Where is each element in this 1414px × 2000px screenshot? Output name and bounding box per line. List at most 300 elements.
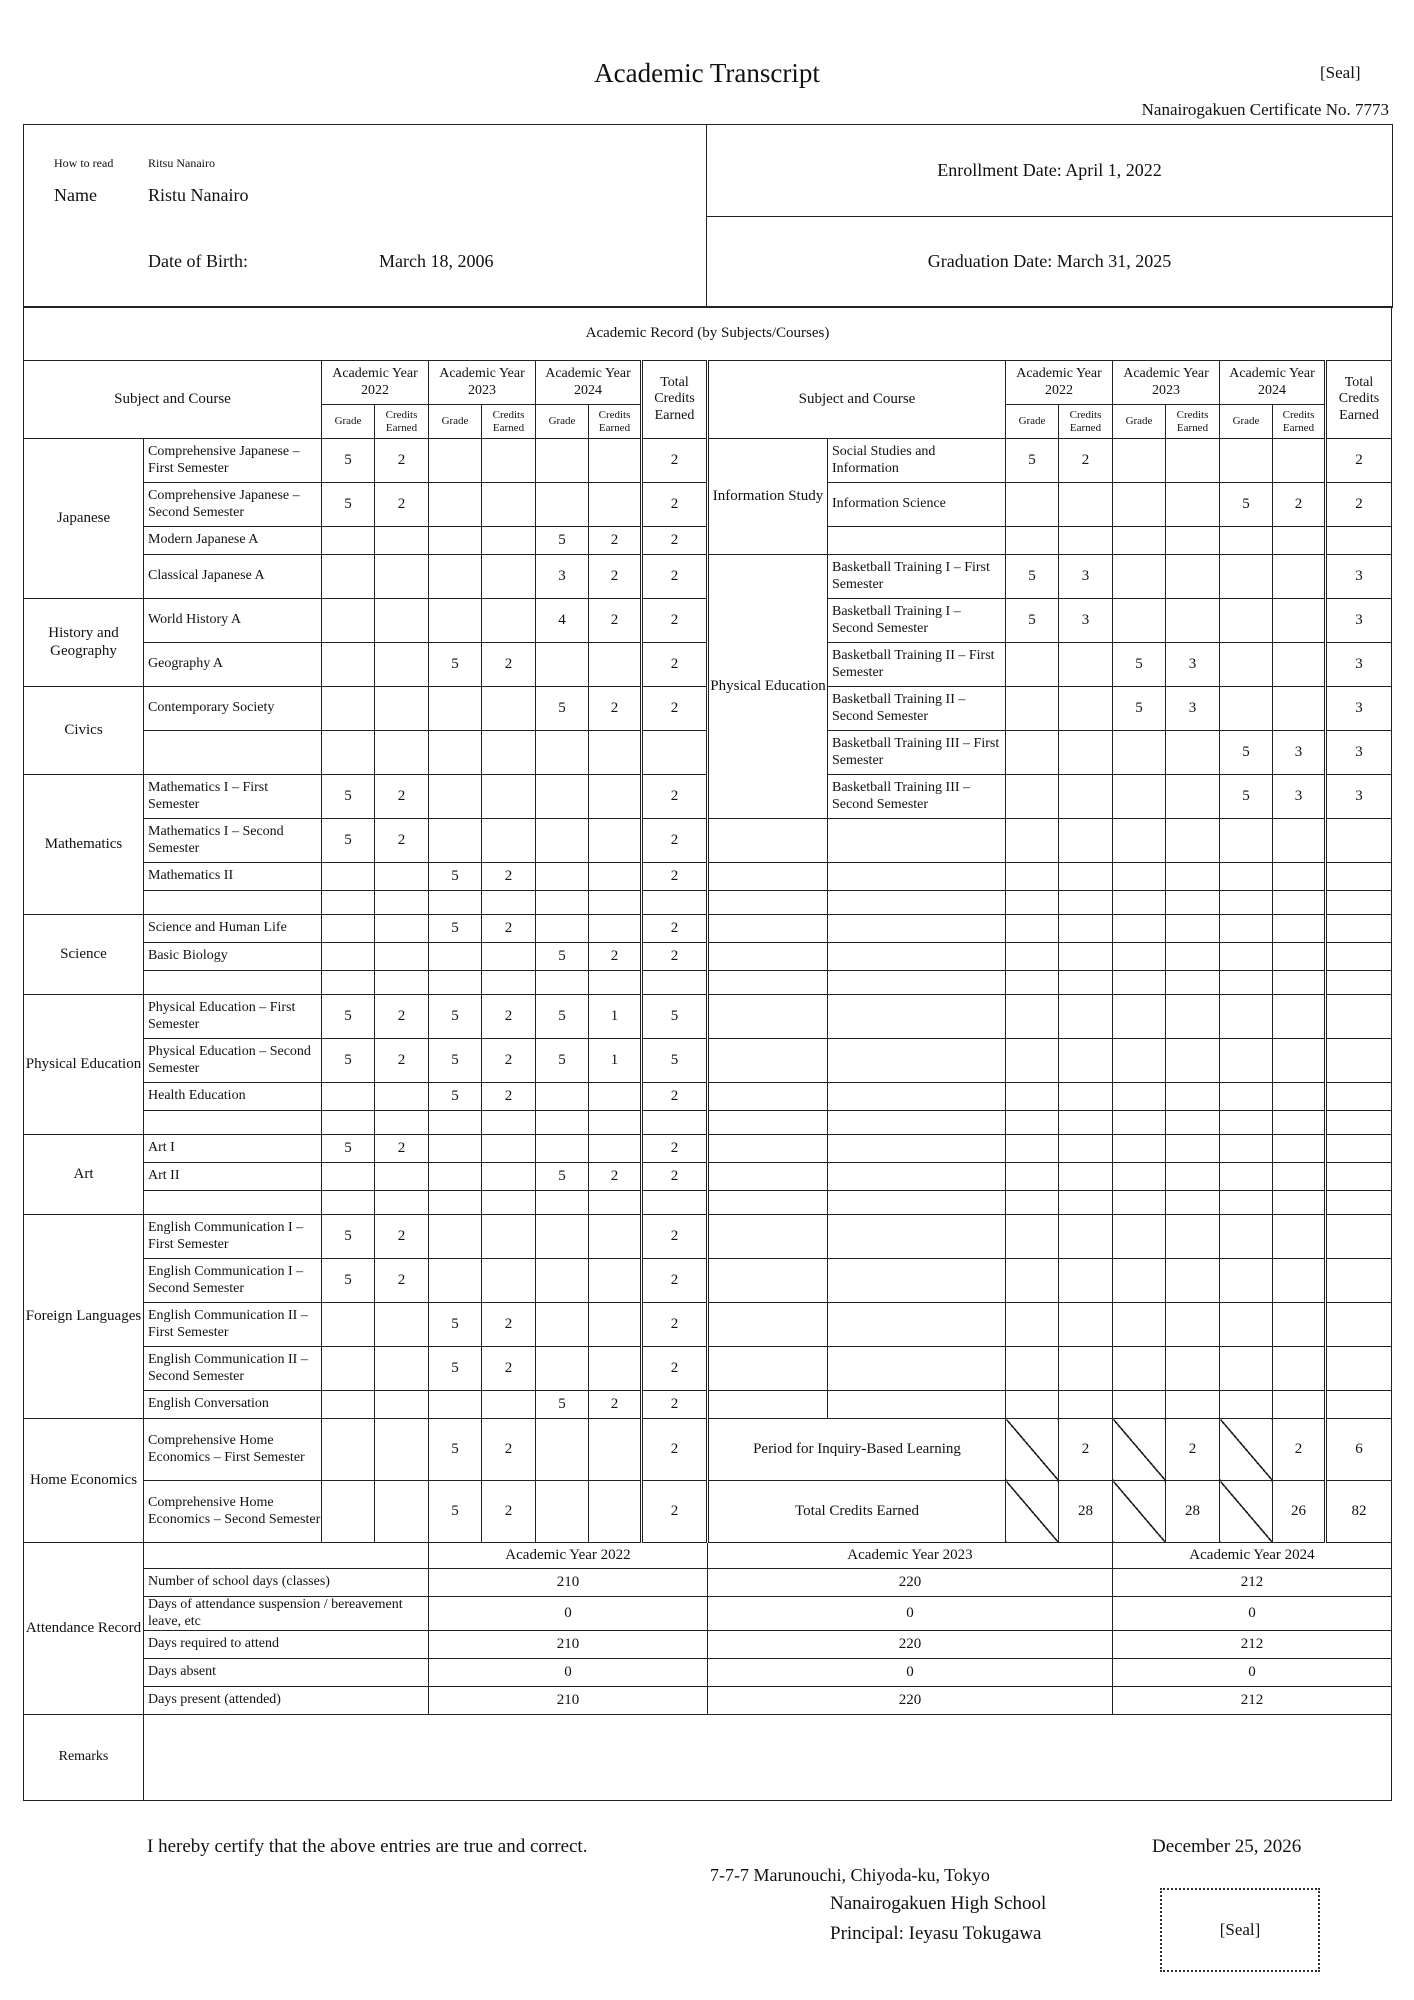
empty-cell [1166, 1039, 1220, 1083]
left-grade-cell [375, 971, 429, 995]
empty-cell [1273, 1191, 1326, 1215]
empty-cell [1220, 1135, 1273, 1163]
left-grade-cell [429, 1391, 482, 1419]
left-course-name: English Communication I – Second Semester [144, 1259, 322, 1303]
left-subject-group: Physical Education [24, 995, 144, 1135]
left-grade-cell [429, 1163, 482, 1191]
empty-cell [828, 1111, 1006, 1135]
left-grade-cell [429, 1135, 482, 1163]
left-grade-cell [589, 819, 642, 863]
left-grade-cell [322, 1191, 375, 1215]
left-grade-cell [536, 971, 589, 995]
left-grade-cell [536, 863, 589, 891]
right-total-credits [1326, 527, 1392, 555]
left-grade-cell [536, 1419, 589, 1481]
empty-cell [1273, 1135, 1326, 1163]
right-subject-course-header: Subject and Course [708, 361, 1006, 439]
right-grade-cell [1220, 439, 1273, 483]
left-grade-cell [589, 731, 642, 775]
empty-cell [1273, 863, 1326, 891]
left-grade-cell [375, 1191, 429, 1215]
left-grade-cell [429, 1191, 482, 1215]
empty-cell [708, 1135, 828, 1163]
empty-cell [1059, 943, 1113, 971]
left-grade-cell [536, 1215, 589, 1259]
empty-cell [1059, 1391, 1113, 1419]
left-grade-cell [322, 1111, 375, 1135]
empty-cell [1220, 819, 1273, 863]
attendance-record-label: Attendance Record [24, 1543, 144, 1715]
left-grade-cell [482, 775, 536, 819]
left-grade-cell [482, 687, 536, 731]
left-grade-cell: 5 [429, 1347, 482, 1391]
right-course-name: Basketball Training I – Second Semester [828, 599, 1006, 643]
right-grade-cell [1220, 687, 1273, 731]
empty-cell [1113, 1303, 1166, 1347]
empty-cell [828, 1259, 1006, 1303]
left-grade-cell [589, 915, 642, 943]
academic-record-table [23, 306, 1392, 1801]
left-grade-cell [322, 599, 375, 643]
slash-cell [1113, 1481, 1166, 1543]
left-grade-cell [429, 687, 482, 731]
left-subject-group: History and Geography [24, 599, 144, 687]
left-grade-cell [322, 1481, 375, 1543]
right-grade-cell: 5 [1220, 483, 1273, 527]
left-grade-cell [536, 1135, 589, 1163]
left-grade-cell [429, 971, 482, 995]
how-to-read-label: How to read [54, 156, 114, 170]
empty-cell [1059, 863, 1113, 891]
empty-cell [1059, 995, 1113, 1039]
left-course-name: Mathematics I – Second Semester [144, 819, 322, 863]
empty-cell [1006, 1163, 1059, 1191]
empty-cell [1166, 891, 1220, 915]
attendance-value: 0 [429, 1659, 708, 1687]
empty-cell [708, 995, 828, 1039]
right-course-name: Basketball Training II – Second Semester [828, 687, 1006, 731]
right-total-credits: 3 [1326, 731, 1392, 775]
empty-cell [1326, 1135, 1392, 1163]
left-total-credits: 2 [642, 819, 708, 863]
student-info-box [23, 124, 1393, 308]
right-total-header: Total Credits Earned [1326, 361, 1392, 439]
left-total-credits [642, 891, 708, 915]
left-grade-cell [375, 599, 429, 643]
attendance-value: 210 [429, 1687, 708, 1715]
left-grade-cell: 5 [322, 775, 375, 819]
left-grade-cell [322, 863, 375, 891]
left-grade-cell [429, 527, 482, 555]
empty-cell [828, 1215, 1006, 1259]
left-course-name: Comprehensive Home Economics – First Semester [144, 1419, 322, 1481]
attendance-row-label: Days present (attended) [144, 1687, 429, 1715]
left-grade-cell [375, 1303, 429, 1347]
empty-cell [1220, 1215, 1273, 1259]
empty-cell [1006, 915, 1059, 943]
left-grade-cell: 2 [375, 775, 429, 819]
empty-cell [1220, 943, 1273, 971]
empty-cell [1006, 1347, 1059, 1391]
left-grade-cell: 2 [589, 1163, 642, 1191]
empty-cell [1113, 1191, 1166, 1215]
left-subject-group: Home Economics [24, 1419, 144, 1543]
empty-cell [1273, 1039, 1326, 1083]
left-grade-cell [482, 555, 536, 599]
left-grade-cell [536, 483, 589, 527]
right-grade-cell [1113, 439, 1166, 483]
left-grade-cell [589, 863, 642, 891]
left-grade-cell [589, 1481, 642, 1543]
left-total-credits: 2 [642, 483, 708, 527]
date-of-birth: March 18, 2006 [379, 251, 494, 271]
right-year-header-2: Academic Year 2024 [1220, 361, 1326, 405]
right-credits-header: Credits Earned [1059, 405, 1113, 439]
right-grade-cell [1273, 527, 1326, 555]
right-grade-cell [1059, 731, 1113, 775]
left-grade-cell [375, 687, 429, 731]
right-grade-cell: 3 [1059, 599, 1113, 643]
empty-cell [708, 1259, 828, 1303]
left-total-credits: 2 [642, 863, 708, 891]
right-grade-cell: 5 [1113, 687, 1166, 731]
right-total-credits: 2 [1326, 439, 1392, 483]
right-grade-cell: 3 [1273, 775, 1326, 819]
empty-cell [1326, 1303, 1392, 1347]
left-course-name: Geography A [144, 643, 322, 687]
remarks-label: Remarks [24, 1715, 144, 1801]
left-grade-cell [375, 1419, 429, 1481]
left-grade-header: Grade [536, 405, 589, 439]
empty-cell [828, 819, 1006, 863]
right-grade-cell [1220, 555, 1273, 599]
empty-cell [1326, 1215, 1392, 1259]
left-grade-cell [322, 891, 375, 915]
dob-label: Date of Birth: [148, 251, 248, 271]
left-total-credits: 2 [642, 1391, 708, 1419]
right-grade-cell [1166, 483, 1220, 527]
left-grade-cell [536, 915, 589, 943]
academic-record-title: Academic Record (by Subjects/Courses) [24, 307, 1392, 361]
right-course-name: Basketball Training I – First Semester [828, 555, 1006, 599]
left-total-credits: 2 [642, 687, 708, 731]
left-grade-cell [536, 819, 589, 863]
summary-credits: 2 [1166, 1419, 1220, 1481]
left-grade-cell [429, 775, 482, 819]
empty-cell [1273, 1347, 1326, 1391]
left-grade-cell: 2 [375, 1215, 429, 1259]
right-grade-cell [1006, 483, 1059, 527]
summary-label: Total Credits Earned [708, 1481, 1006, 1543]
empty-cell [1273, 943, 1326, 971]
left-grade-cell [429, 943, 482, 971]
left-grade-cell: 2 [589, 555, 642, 599]
empty-cell [1113, 1039, 1166, 1083]
empty-cell [1166, 1135, 1220, 1163]
left-grade-cell: 2 [375, 995, 429, 1039]
attendance-row-label: Days absent [144, 1659, 429, 1687]
left-grade-cell [589, 1303, 642, 1347]
page-title: Academic Transcript [594, 58, 820, 88]
left-grade-cell [375, 863, 429, 891]
left-grade-cell: 5 [322, 995, 375, 1039]
left-grade-cell: 2 [482, 863, 536, 891]
right-grade-cell [1059, 643, 1113, 687]
empty-cell [1006, 971, 1059, 995]
right-grade-cell [1059, 527, 1113, 555]
left-credits-header: Credits Earned [589, 405, 642, 439]
left-grade-cell [589, 1083, 642, 1111]
empty-cell [828, 891, 1006, 915]
left-grade-cell [482, 1259, 536, 1303]
empty-cell [708, 1303, 828, 1347]
left-grade-cell [482, 1215, 536, 1259]
empty-cell [1220, 863, 1273, 891]
empty-cell [708, 1191, 828, 1215]
empty-cell [708, 943, 828, 971]
empty-cell [1113, 971, 1166, 995]
empty-cell [1326, 1039, 1392, 1083]
left-grade-cell [429, 599, 482, 643]
left-course-name: Science and Human Life [144, 915, 322, 943]
left-course-name: Contemporary Society [144, 687, 322, 731]
empty-cell [1059, 1163, 1113, 1191]
right-grade-cell [1273, 439, 1326, 483]
attendance-value: 212 [1113, 1687, 1392, 1715]
right-grade-cell: 5 [1220, 775, 1273, 819]
left-total-credits [642, 1191, 708, 1215]
school-address: 7-7-7 Marunouchi, Chiyoda-ku, Tokyo [710, 1865, 990, 1885]
left-grade-cell [429, 439, 482, 483]
empty-cell [1006, 819, 1059, 863]
left-grade-cell [482, 819, 536, 863]
left-total-credits: 2 [642, 643, 708, 687]
left-total-credits: 2 [642, 775, 708, 819]
empty-cell [1166, 1163, 1220, 1191]
left-grade-cell: 5 [322, 439, 375, 483]
left-total-credits: 2 [642, 1083, 708, 1111]
right-grade-cell [1113, 775, 1166, 819]
left-grade-cell [482, 599, 536, 643]
empty-cell [1059, 1191, 1113, 1215]
left-grade-cell: 5 [322, 1215, 375, 1259]
left-grade-cell: 5 [429, 1481, 482, 1543]
attendance-row-label: Days required to attend [144, 1631, 429, 1659]
principal-seal-label: [Seal] [1219, 1920, 1261, 1939]
empty-cell [828, 1163, 1006, 1191]
right-total-credits: 3 [1326, 599, 1392, 643]
left-subject-group: Mathematics [24, 775, 144, 915]
empty-cell [1166, 1111, 1220, 1135]
empty-cell [1059, 819, 1113, 863]
empty-cell [1113, 1259, 1166, 1303]
empty-cell [1006, 943, 1059, 971]
slash-cell [1006, 1481, 1059, 1543]
left-grade-cell [536, 1303, 589, 1347]
left-grade-cell: 2 [482, 643, 536, 687]
empty-cell [1006, 1259, 1059, 1303]
left-grade-cell [375, 1481, 429, 1543]
left-grade-cell [482, 483, 536, 527]
left-grade-cell [322, 915, 375, 943]
left-grade-cell [536, 1347, 589, 1391]
left-grade-cell [482, 439, 536, 483]
left-course-name: Mathematics II [144, 863, 322, 891]
left-grade-cell [322, 527, 375, 555]
left-grade-cell [536, 891, 589, 915]
left-year-header-2: Academic Year 2024 [536, 361, 642, 405]
right-course-name: Basketball Training III – Second Semester [828, 775, 1006, 819]
left-grade-cell [536, 439, 589, 483]
left-grade-cell: 2 [589, 687, 642, 731]
left-grade-cell [536, 775, 589, 819]
empty-cell [708, 915, 828, 943]
attendance-value: 220 [708, 1687, 1113, 1715]
left-grade-cell [482, 731, 536, 775]
right-grade-cell: 3 [1059, 555, 1113, 599]
left-grade-cell [322, 1419, 375, 1481]
left-grade-cell [536, 643, 589, 687]
attendance-year-header: Academic Year 2024 [1113, 1543, 1392, 1569]
left-subject-group: Art [24, 1135, 144, 1215]
name-label: Name [54, 185, 97, 205]
summary-credits: 26 [1273, 1481, 1326, 1543]
empty-cell [1166, 1391, 1220, 1419]
left-grade-cell [589, 483, 642, 527]
attendance-header-blank [144, 1543, 429, 1569]
left-subject-group: Japanese [24, 439, 144, 599]
left-grade-cell [589, 1259, 642, 1303]
left-grade-cell: 5 [429, 863, 482, 891]
certification-statement: I hereby certify that the above entries are true and correct. [147, 1836, 588, 1857]
empty-cell [708, 1215, 828, 1259]
right-grade-cell [1273, 643, 1326, 687]
slash-cell [1220, 1481, 1273, 1543]
empty-cell [1326, 1347, 1392, 1391]
empty-cell [708, 971, 828, 995]
left-grade-cell: 2 [375, 439, 429, 483]
left-grade-cell: 3 [536, 555, 589, 599]
right-grade-cell [1166, 439, 1220, 483]
slash-cell [1006, 1419, 1059, 1481]
empty-cell [708, 1083, 828, 1111]
left-grade-cell [536, 1481, 589, 1543]
summary-total: 6 [1326, 1419, 1392, 1481]
left-course-name [144, 971, 322, 995]
empty-cell [1166, 1083, 1220, 1111]
right-grade-cell: 3 [1166, 687, 1220, 731]
name-reading: Ritsu Nanairo [148, 156, 215, 170]
left-total-credits: 2 [642, 915, 708, 943]
empty-cell [828, 1391, 1006, 1419]
left-grade-cell: 5 [322, 1039, 375, 1083]
right-grade-cell [1273, 555, 1326, 599]
empty-cell [1113, 1163, 1166, 1191]
left-course-name: Art I [144, 1135, 322, 1163]
left-total-credits: 2 [642, 1481, 708, 1543]
empty-cell [1166, 995, 1220, 1039]
left-grade-cell [589, 1111, 642, 1135]
left-grade-cell: 2 [482, 1039, 536, 1083]
left-grade-cell [375, 527, 429, 555]
empty-cell [1006, 995, 1059, 1039]
empty-cell [1113, 915, 1166, 943]
empty-cell [828, 971, 1006, 995]
left-grade-cell: 5 [536, 995, 589, 1039]
right-grade-cell [1166, 599, 1220, 643]
empty-cell [1059, 1111, 1113, 1135]
right-subject-group: Information Study [708, 439, 828, 555]
left-total-credits: 2 [642, 527, 708, 555]
empty-cell [708, 1163, 828, 1191]
attendance-value: 220 [708, 1569, 1113, 1597]
empty-cell [1273, 1303, 1326, 1347]
student-identity-cell [24, 125, 707, 308]
left-grade-cell [375, 943, 429, 971]
left-course-name: English Communication II – First Semester [144, 1303, 322, 1347]
empty-cell [1166, 819, 1220, 863]
left-year-header-1: Academic Year 2023 [429, 361, 536, 405]
empty-cell [1059, 891, 1113, 915]
empty-cell [1059, 971, 1113, 995]
left-course-name [144, 891, 322, 915]
left-grade-cell: 2 [375, 1259, 429, 1303]
empty-cell [1326, 995, 1392, 1039]
right-grade-cell: 5 [1220, 731, 1273, 775]
left-grade-cell: 2 [482, 995, 536, 1039]
left-grade-cell [589, 643, 642, 687]
left-grade-cell: 5 [429, 1039, 482, 1083]
attendance-value: 0 [708, 1597, 1113, 1631]
left-course-name: English Conversation [144, 1391, 322, 1419]
right-grade-cell: 5 [1006, 599, 1059, 643]
right-grade-cell [1006, 687, 1059, 731]
right-grade-cell [1273, 687, 1326, 731]
empty-cell [1166, 1191, 1220, 1215]
right-grade-cell [1059, 483, 1113, 527]
right-grade-cell [1059, 775, 1113, 819]
left-grade-cell: 1 [589, 1039, 642, 1083]
right-grade-cell [1220, 643, 1273, 687]
left-grade-cell [429, 731, 482, 775]
empty-cell [1273, 915, 1326, 943]
left-credits-header: Credits Earned [482, 405, 536, 439]
empty-cell [708, 1039, 828, 1083]
student-name: Ristu Nanairo [148, 185, 249, 205]
left-grade-cell: 2 [482, 915, 536, 943]
empty-cell [1113, 995, 1166, 1039]
empty-cell [1006, 1111, 1059, 1135]
empty-cell [708, 891, 828, 915]
empty-cell [1326, 1083, 1392, 1111]
empty-cell [708, 819, 828, 863]
right-total-credits: 3 [1326, 555, 1392, 599]
left-grade-cell [375, 555, 429, 599]
empty-cell [1273, 1259, 1326, 1303]
principal-seal-box [1160, 1888, 1320, 1972]
empty-cell [828, 943, 1006, 971]
empty-cell [1166, 943, 1220, 971]
left-grade-header: Grade [429, 405, 482, 439]
empty-cell [1006, 863, 1059, 891]
left-grade-cell: 5 [536, 943, 589, 971]
left-grade-cell: 2 [589, 599, 642, 643]
left-grade-cell [482, 1391, 536, 1419]
left-total-credits [642, 731, 708, 775]
empty-cell [1273, 891, 1326, 915]
right-grade-cell [1006, 775, 1059, 819]
right-grade-header: Grade [1006, 405, 1059, 439]
